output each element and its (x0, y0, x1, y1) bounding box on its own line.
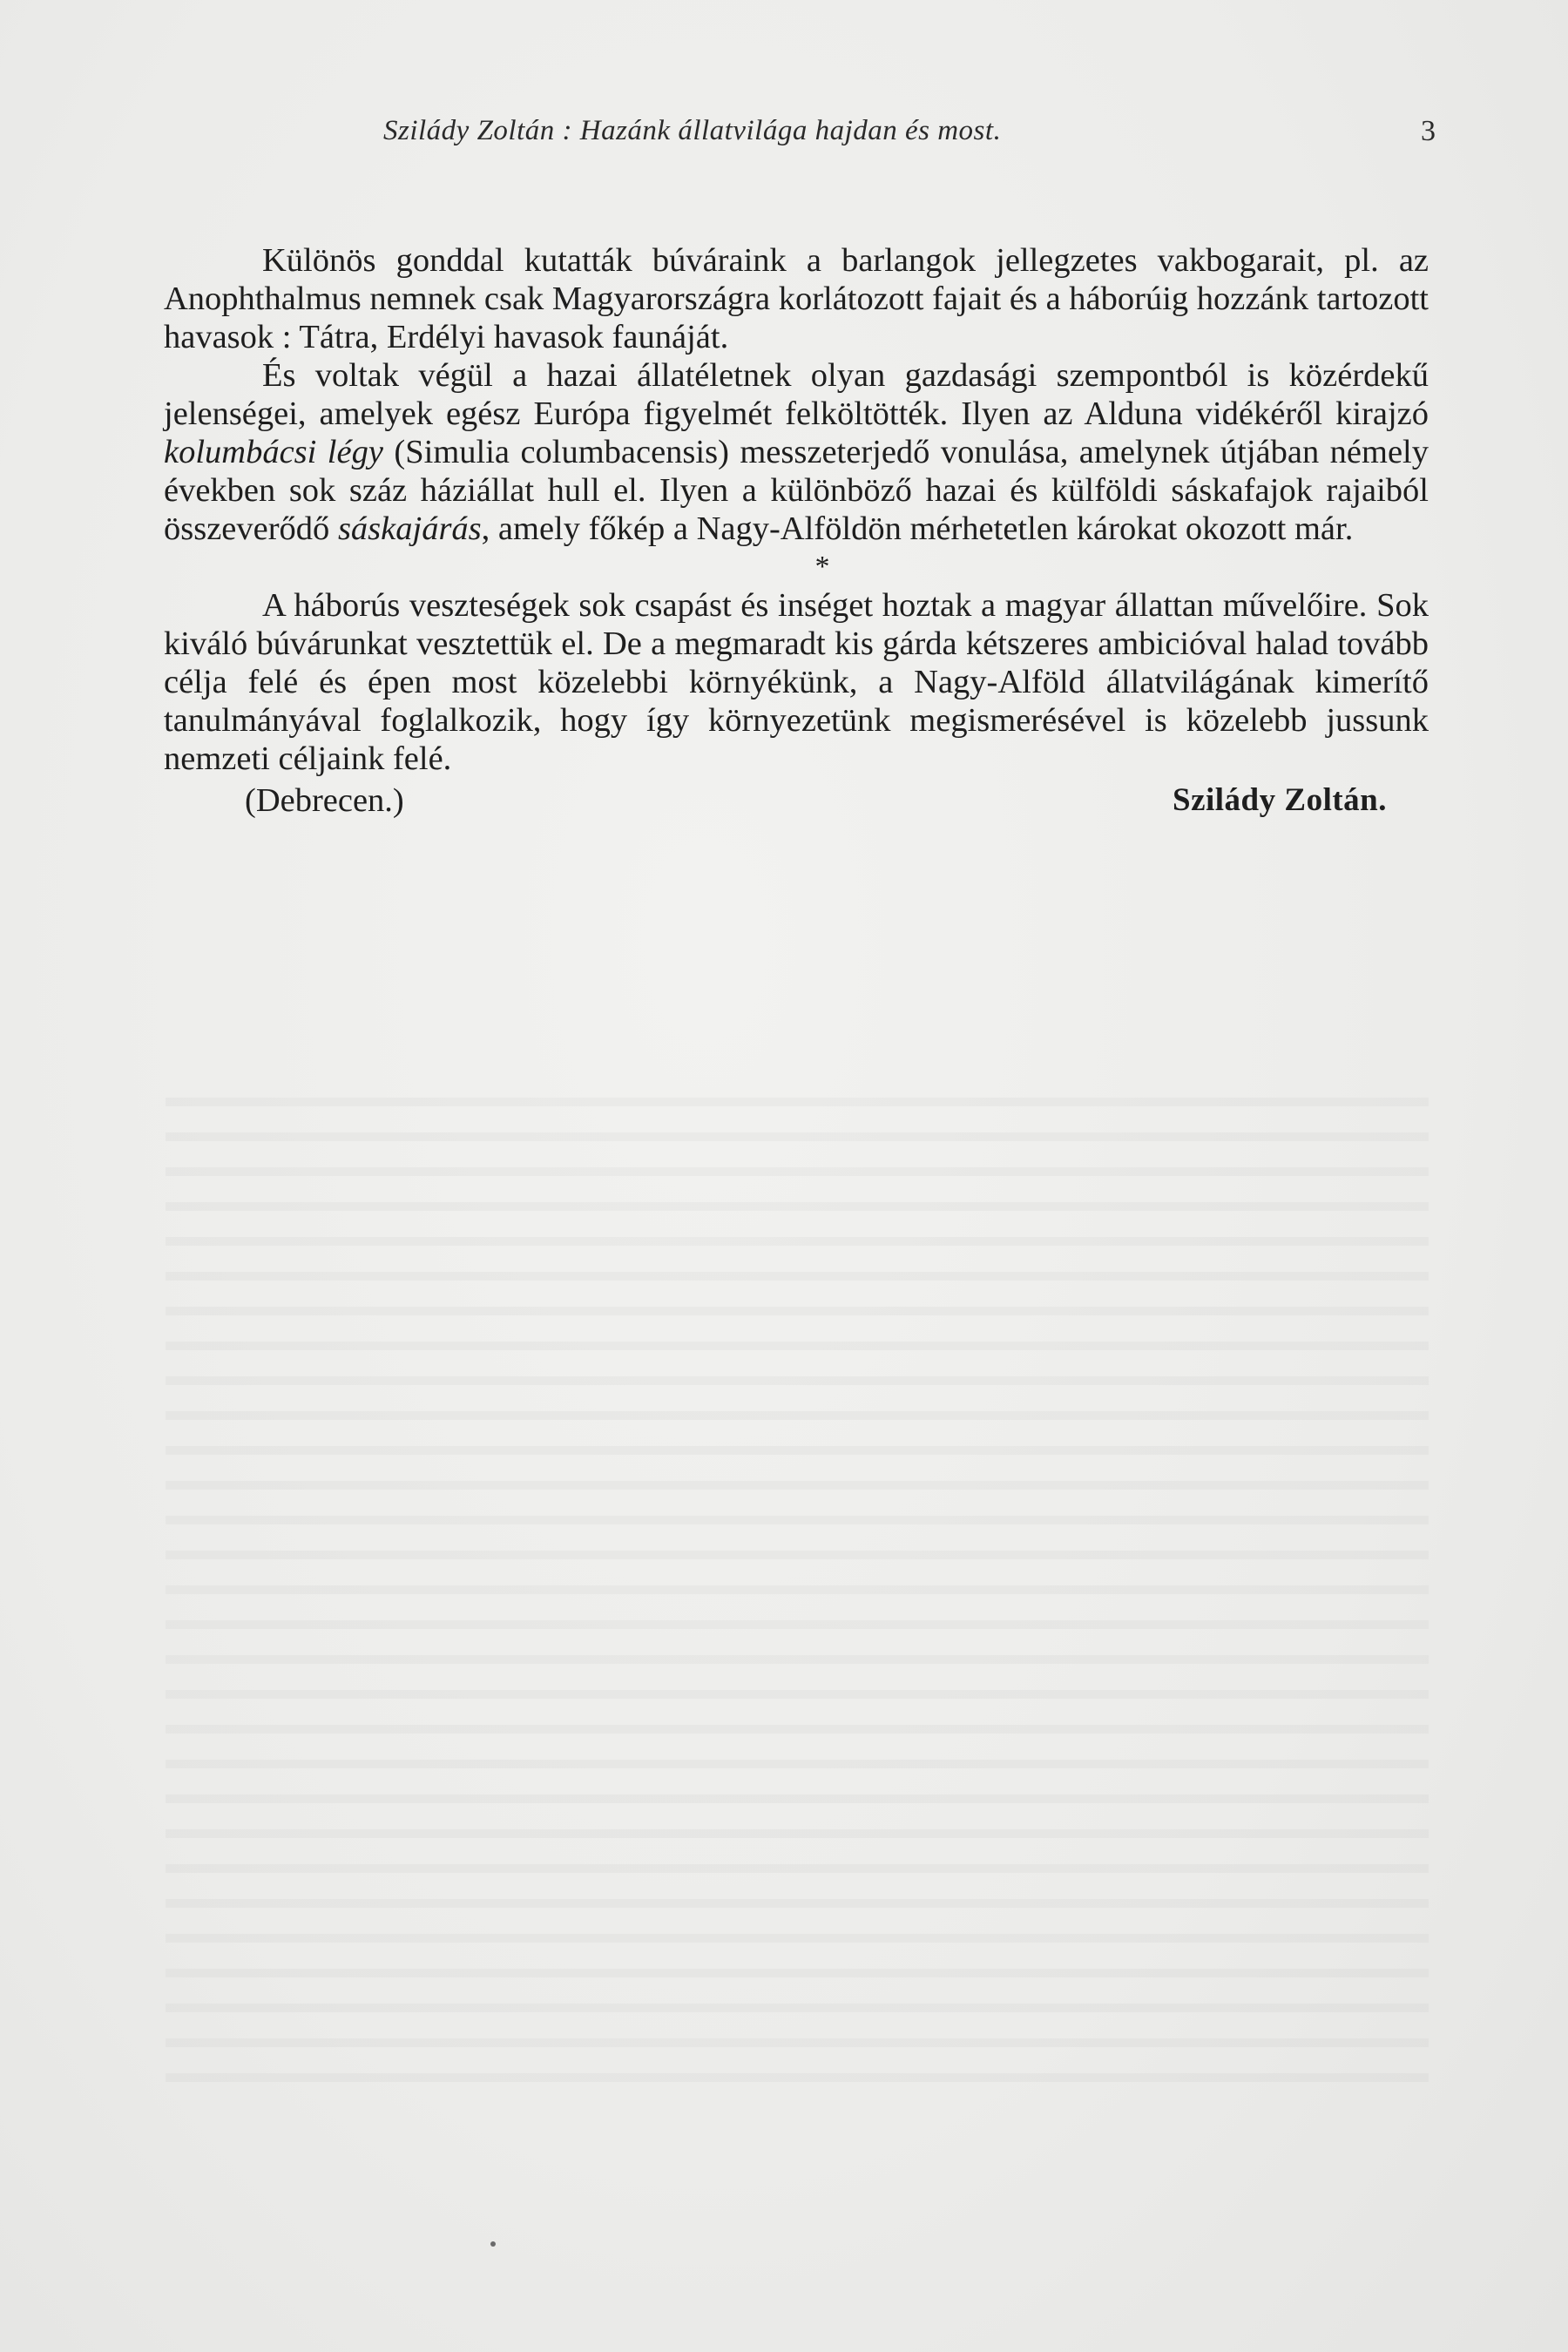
section-separator: * (814, 551, 830, 583)
italic-term-kolumbacsi-legy: kolumbácsi légy (164, 434, 383, 470)
running-title: Szilády Zoltán : Hazánk állatvilága hajdan és most. (383, 115, 1002, 146)
paragraph-2-text-a: És voltak végül a hazai állatéletnek olyan gazdasági szempontból is közérdekű jelenségei, amelyek egész Európa figyelmét felköltötték. Ilyen az Alduna vidékéről kirajzó (164, 357, 1429, 432)
italic-term-saskajaras: sáskajárás (337, 510, 482, 547)
article-body (164, 241, 1429, 821)
paragraph-3 (164, 586, 1429, 778)
paragraph-2-text-c: , amely főkép a Nagy-Alföldön mérhetetlen károkat okozott már. (481, 510, 1354, 547)
running-head (164, 115, 1436, 167)
paragraph-2 (164, 356, 1429, 548)
paragraph-1 (164, 241, 1429, 356)
paper-show-through (166, 1071, 1429, 2099)
closing-line (164, 781, 1429, 821)
paragraph-1-text: Különös gonddal kutatták búváraink a barlangok jellegzetes vakbogarait, pl. az Anophthalmus nemnek csak Magyarországra korlátozott fajait és a háborúig hozzánk tartozott havasok : Tátra, Erdélyi havasok faunáját. (164, 242, 1429, 355)
page-number: 3 (1421, 115, 1436, 147)
paragraph-2-text-b: (Simulia columbacensis) messzeterjedő vonulása, amelynek útjában némely években sok száz háziállat hull el. Ilyen a különböző hazai és külföldi sáskafajok rajaiból összeverődő (164, 434, 1429, 547)
paragraph-3-text: A háborús veszteségek sok csapást és inséget hoztak a magyar állattan művelőire. Sok kiváló búvárunkat vesztettük el. De a megmaradt kis gárda kétszeres ambicióval halad tovább célja felé és épen most közelebbi környékünk, a Nagy-Alföld állatvilágának kimerítő tanulmányával foglalkozik, hogy így környezetünk megismerésével is közelebb jussunk nemzeti céljaink felé. (164, 587, 1429, 777)
place-dateline: (Debrecen.) (245, 782, 404, 819)
paper-speck (490, 2241, 496, 2247)
author-signature: Szilády Zoltán. (1173, 782, 1387, 818)
